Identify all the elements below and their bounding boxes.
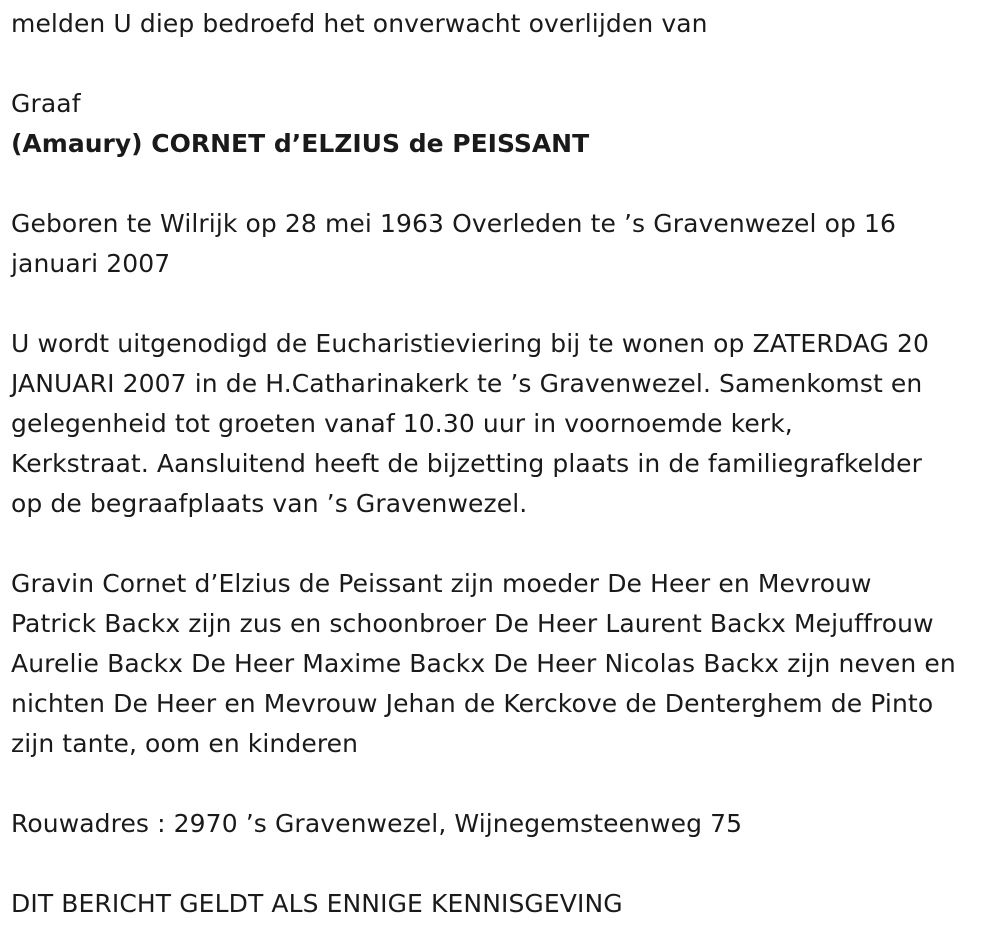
spacer — [11, 164, 990, 204]
paragraph-line: Gravin Cornet d’Elzius de Peissant zijn moeder De Heer en Mevrouw — [11, 569, 872, 598]
ceremony-paragraph — [11, 324, 990, 524]
mourning-address: Rouwadres : 2970 ’s Gravenwezel, Wijnegemsteenweg 75 — [11, 809, 743, 838]
paragraph-line: nichten De Heer en Mevrouw Jehan de Kerckove de Denterghem de Pinto — [11, 689, 934, 718]
paragraph-line: januari 2007 — [11, 249, 171, 278]
spacer — [11, 44, 990, 84]
birth-death-paragraph — [11, 204, 990, 284]
paragraph-line: Geboren te Wilrijk op 28 mei 1963 Overleden te ’s Gravenwezel op 16 — [11, 209, 897, 238]
spacer — [11, 844, 990, 884]
paragraph-line: zijn tante, oom en kinderen — [11, 729, 359, 758]
paragraph-line: gelegenheid tot groeten vanaf 10.30 uur in voornoemde kerk, — [11, 409, 793, 438]
paragraph-line: op de begraafplaats van ’s Gravenwezel. — [11, 489, 528, 518]
intro-text: melden U diep bedroefd het onverwacht overlijden van — [11, 9, 708, 38]
deceased-name: (Amaury) CORNET d’ELZIUS de PEISSANT — [11, 129, 590, 158]
spacer — [11, 764, 990, 804]
spacer — [11, 284, 990, 324]
family-paragraph — [11, 564, 990, 764]
paragraph-line: Patrick Backx zijn zus en schoonbroer De Heer Laurent Backx Mejuffrouw — [11, 609, 934, 638]
nobility-title: Graaf — [11, 89, 81, 118]
spacer — [11, 524, 990, 564]
notice-footer: DIT BERICHT GELDT ALS ENNIGE KENNISGEVING — [11, 889, 623, 918]
paragraph-line: JANUARI 2007 in de H.Catharinakerk te ’s Gravenwezel. Samenkomst en — [11, 369, 923, 398]
paragraph-line: U wordt uitgenodigd de Eucharistieviering bij te wonen op ZATERDAG 20 — [11, 329, 929, 358]
paragraph-line: Aurelie Backx De Heer Maxime Backx De Heer Nicolas Backx zijn neven en — [11, 649, 956, 678]
paragraph-line: Kerkstraat. Aansluitend heeft de bijzetting plaats in de familiegrafkelder — [11, 449, 922, 478]
